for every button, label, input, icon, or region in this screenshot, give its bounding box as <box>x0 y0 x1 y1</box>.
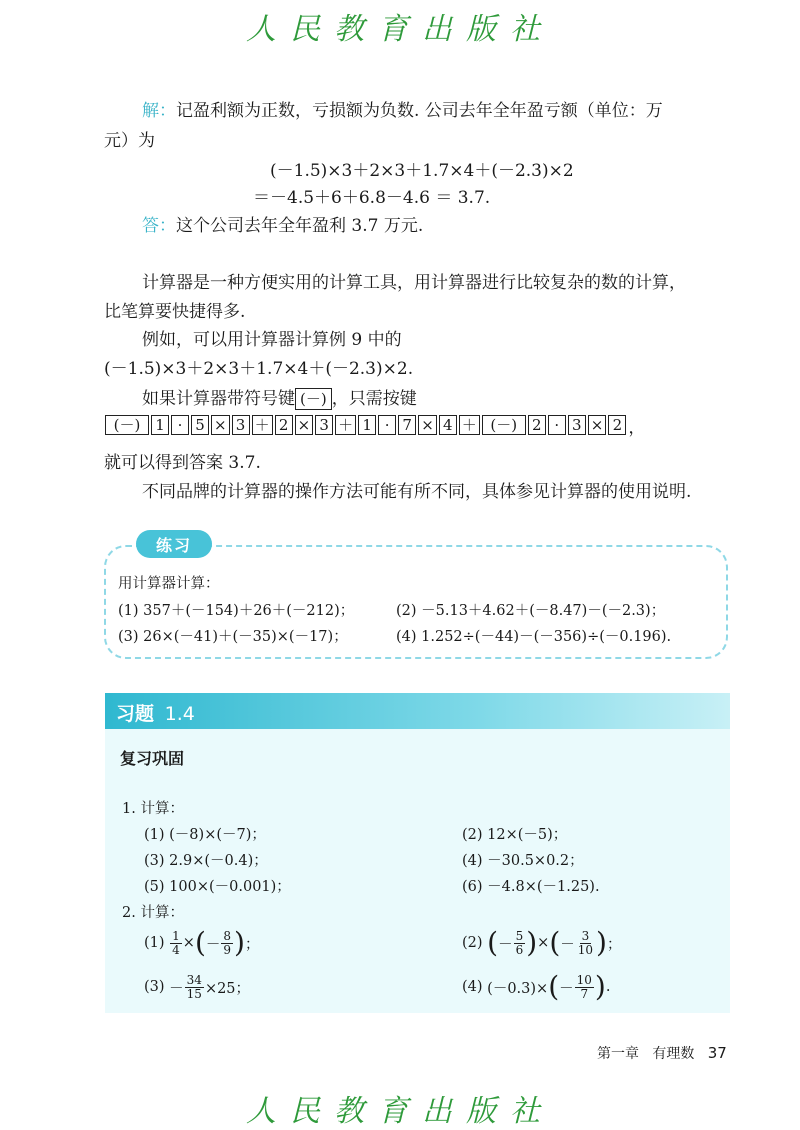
fraction <box>576 930 595 957</box>
q2-item-3-label: (3) <box>144 979 165 995</box>
calc-paragraph-5: 不同品牌的计算器的操作方法可能有所不同，具体参见计算器的使用说明. <box>142 482 692 502</box>
footer-topic: 有理数 <box>652 1046 695 1062</box>
calculator-key: 3 <box>568 415 586 435</box>
q2-item-1-label: (1) <box>144 935 165 951</box>
solution-lead: 解： <box>142 101 176 121</box>
calc-p3-text-a: 如果计算器带符号键 <box>142 389 295 409</box>
numerator: 10 <box>576 972 592 987</box>
q1-item-3: (3) 2.9×(－0.4)； <box>144 853 268 869</box>
q2-item-4-label: (4) <box>462 979 483 995</box>
calculator-key: (－) <box>105 415 149 435</box>
fraction <box>185 974 204 1001</box>
practice-item-3: (3) 26×(－41)＋(－35)×(－17)； <box>118 629 348 645</box>
q2-item-4-head: (－0.3)× <box>487 980 549 997</box>
calc-paragraph-3 <box>142 384 417 410</box>
q2-item-2-label: (2) <box>462 935 483 951</box>
calculator-key: ＋ <box>252 415 273 435</box>
publisher-logo-bottom: 人民教育出版社 <box>246 1094 554 1129</box>
answer-lead: 答： <box>142 216 176 236</box>
practice-item-2: (2) －5.13＋4.62＋(－8.47)－(－2.3)； <box>396 603 666 619</box>
calc-p3-text-b: ，只需按键 <box>331 389 417 409</box>
exercise-header <box>105 693 730 729</box>
fraction <box>514 930 526 957</box>
section-title: 复习巩固 <box>120 749 185 768</box>
page-footer <box>597 1043 727 1063</box>
q1-item-5: (5) 100×(－0.001)； <box>144 879 291 895</box>
q2-item-2: (2) ( － $\frac{5}{6}$ ) × ( － $\frac{3}{10}$ ) ； <box>462 926 622 959</box>
calculator-key: ＋ <box>335 415 356 435</box>
practice-item-1: (1) 357＋(－154)＋26＋(－212)； <box>118 603 355 619</box>
calculator-key: × <box>418 415 437 435</box>
denominator: 6 <box>515 942 524 957</box>
q2-item-3-tail: ×25； <box>204 980 251 997</box>
solution-calc-2: ＝－4.5＋6＋6.8－4.6 ＝ 3.7. <box>253 188 491 208</box>
page-number: 37 <box>707 1044 727 1062</box>
solution-text-1: 记盈利额为正数，亏损额为负数. 公司去年全年盈亏额（单位：万 <box>176 101 663 121</box>
denominator: 4 <box>172 942 180 957</box>
calculator-key: 4 <box>439 415 457 435</box>
calc-paragraph-1b: 比笔算要快捷得多. <box>104 302 246 322</box>
calc-paragraph-4: 就可以得到答案 3.7. <box>104 453 261 473</box>
calculator-key: 2 <box>608 415 626 435</box>
calculator-key: (－) <box>482 415 526 435</box>
answer-line <box>142 211 423 236</box>
calculator-key: · <box>548 415 566 435</box>
q2-item-3: (3) － $\frac{34}{15}$ ×25； <box>144 972 251 1001</box>
numerator: 34 <box>186 972 202 987</box>
q1-label: 1. 计算： <box>122 801 184 817</box>
exercise-title <box>116 699 195 726</box>
exercise-title-cn: 习题 <box>116 703 155 725</box>
calculator-key: × <box>295 415 314 435</box>
calculator-key: × <box>211 415 230 435</box>
exercise-title-num: 1.4 <box>164 703 195 725</box>
solution-line-2: 元）为 <box>104 131 155 151</box>
calculator-key: 2 <box>275 415 293 435</box>
denominator: 10 <box>577 942 594 957</box>
key-sequence-end: ， <box>628 417 646 438</box>
q1-item-6: (6) －4.8×(－1.25). <box>462 879 600 895</box>
numerator: 5 <box>515 928 524 943</box>
calc-expression: (－1.5)×3＋2×3＋1.7×4＋(－2.3)×2. <box>104 359 414 379</box>
q2-label: 2. 计算： <box>122 905 184 921</box>
publisher-logo-top: 人民教育出版社 <box>246 12 554 47</box>
solution-calc-1: (－1.5)×3＋2×3＋1.7×4＋(－2.3)×2 <box>270 161 574 181</box>
numerator: 8 <box>223 928 232 943</box>
calculator-key: · <box>171 415 189 435</box>
calc-paragraph-1: 计算器是一种方便实用的计算工具，用计算器进行比较复杂的数的计算， <box>142 273 686 293</box>
q1-item-2: (2) 12×(－5)； <box>462 827 568 843</box>
calc-paragraph-2: 例如，可以用计算器计算例 9 中的 <box>142 330 402 350</box>
denominator: 15 <box>186 986 202 1001</box>
key-sequence <box>105 413 645 437</box>
fraction <box>575 974 594 1001</box>
denominator: 9 <box>223 942 232 957</box>
practice-item-4: (4) 1.252÷(－44)－(－356)÷(－0.196). <box>396 629 672 645</box>
fraction <box>170 930 182 957</box>
calculator-key: × <box>588 415 607 435</box>
numerator: 3 <box>581 928 590 943</box>
calculator-key: 1 <box>151 415 169 435</box>
practice-tag: 练习 <box>136 530 212 558</box>
calculator-key: 1 <box>358 415 376 435</box>
negative-key: (－) <box>295 388 332 410</box>
q1-item-1: (1) (－8)×(－7)； <box>144 827 266 843</box>
calculator-key: 5 <box>191 415 209 435</box>
q1-item-4: (4) －30.5×0.2； <box>462 853 584 869</box>
calculator-key: 3 <box>315 415 333 435</box>
q2-item-1: (1) $\frac{1}{4}$ × ( － $\frac{8}{9}$ ) ； <box>144 926 260 959</box>
calculator-key: ＋ <box>459 415 480 435</box>
denominator: 7 <box>580 986 589 1001</box>
calculator-key: 7 <box>398 415 416 435</box>
q2-item-4: (4) (－0.3)× ( － $\frac{10}{7}$ ) . <box>462 970 611 1003</box>
footer-chapter: 第一章 <box>597 1046 639 1062</box>
numerator: 1 <box>172 928 180 943</box>
calculator-key: · <box>378 415 396 435</box>
practice-prompt: 用计算器计算： <box>118 576 220 592</box>
calculator-key: 3 <box>232 415 250 435</box>
answer-text: 这个公司去年全年盈利 3.7 万元. <box>176 216 424 236</box>
solution-line-1 <box>142 96 663 121</box>
calculator-key: 2 <box>528 415 546 435</box>
fraction <box>221 930 233 957</box>
